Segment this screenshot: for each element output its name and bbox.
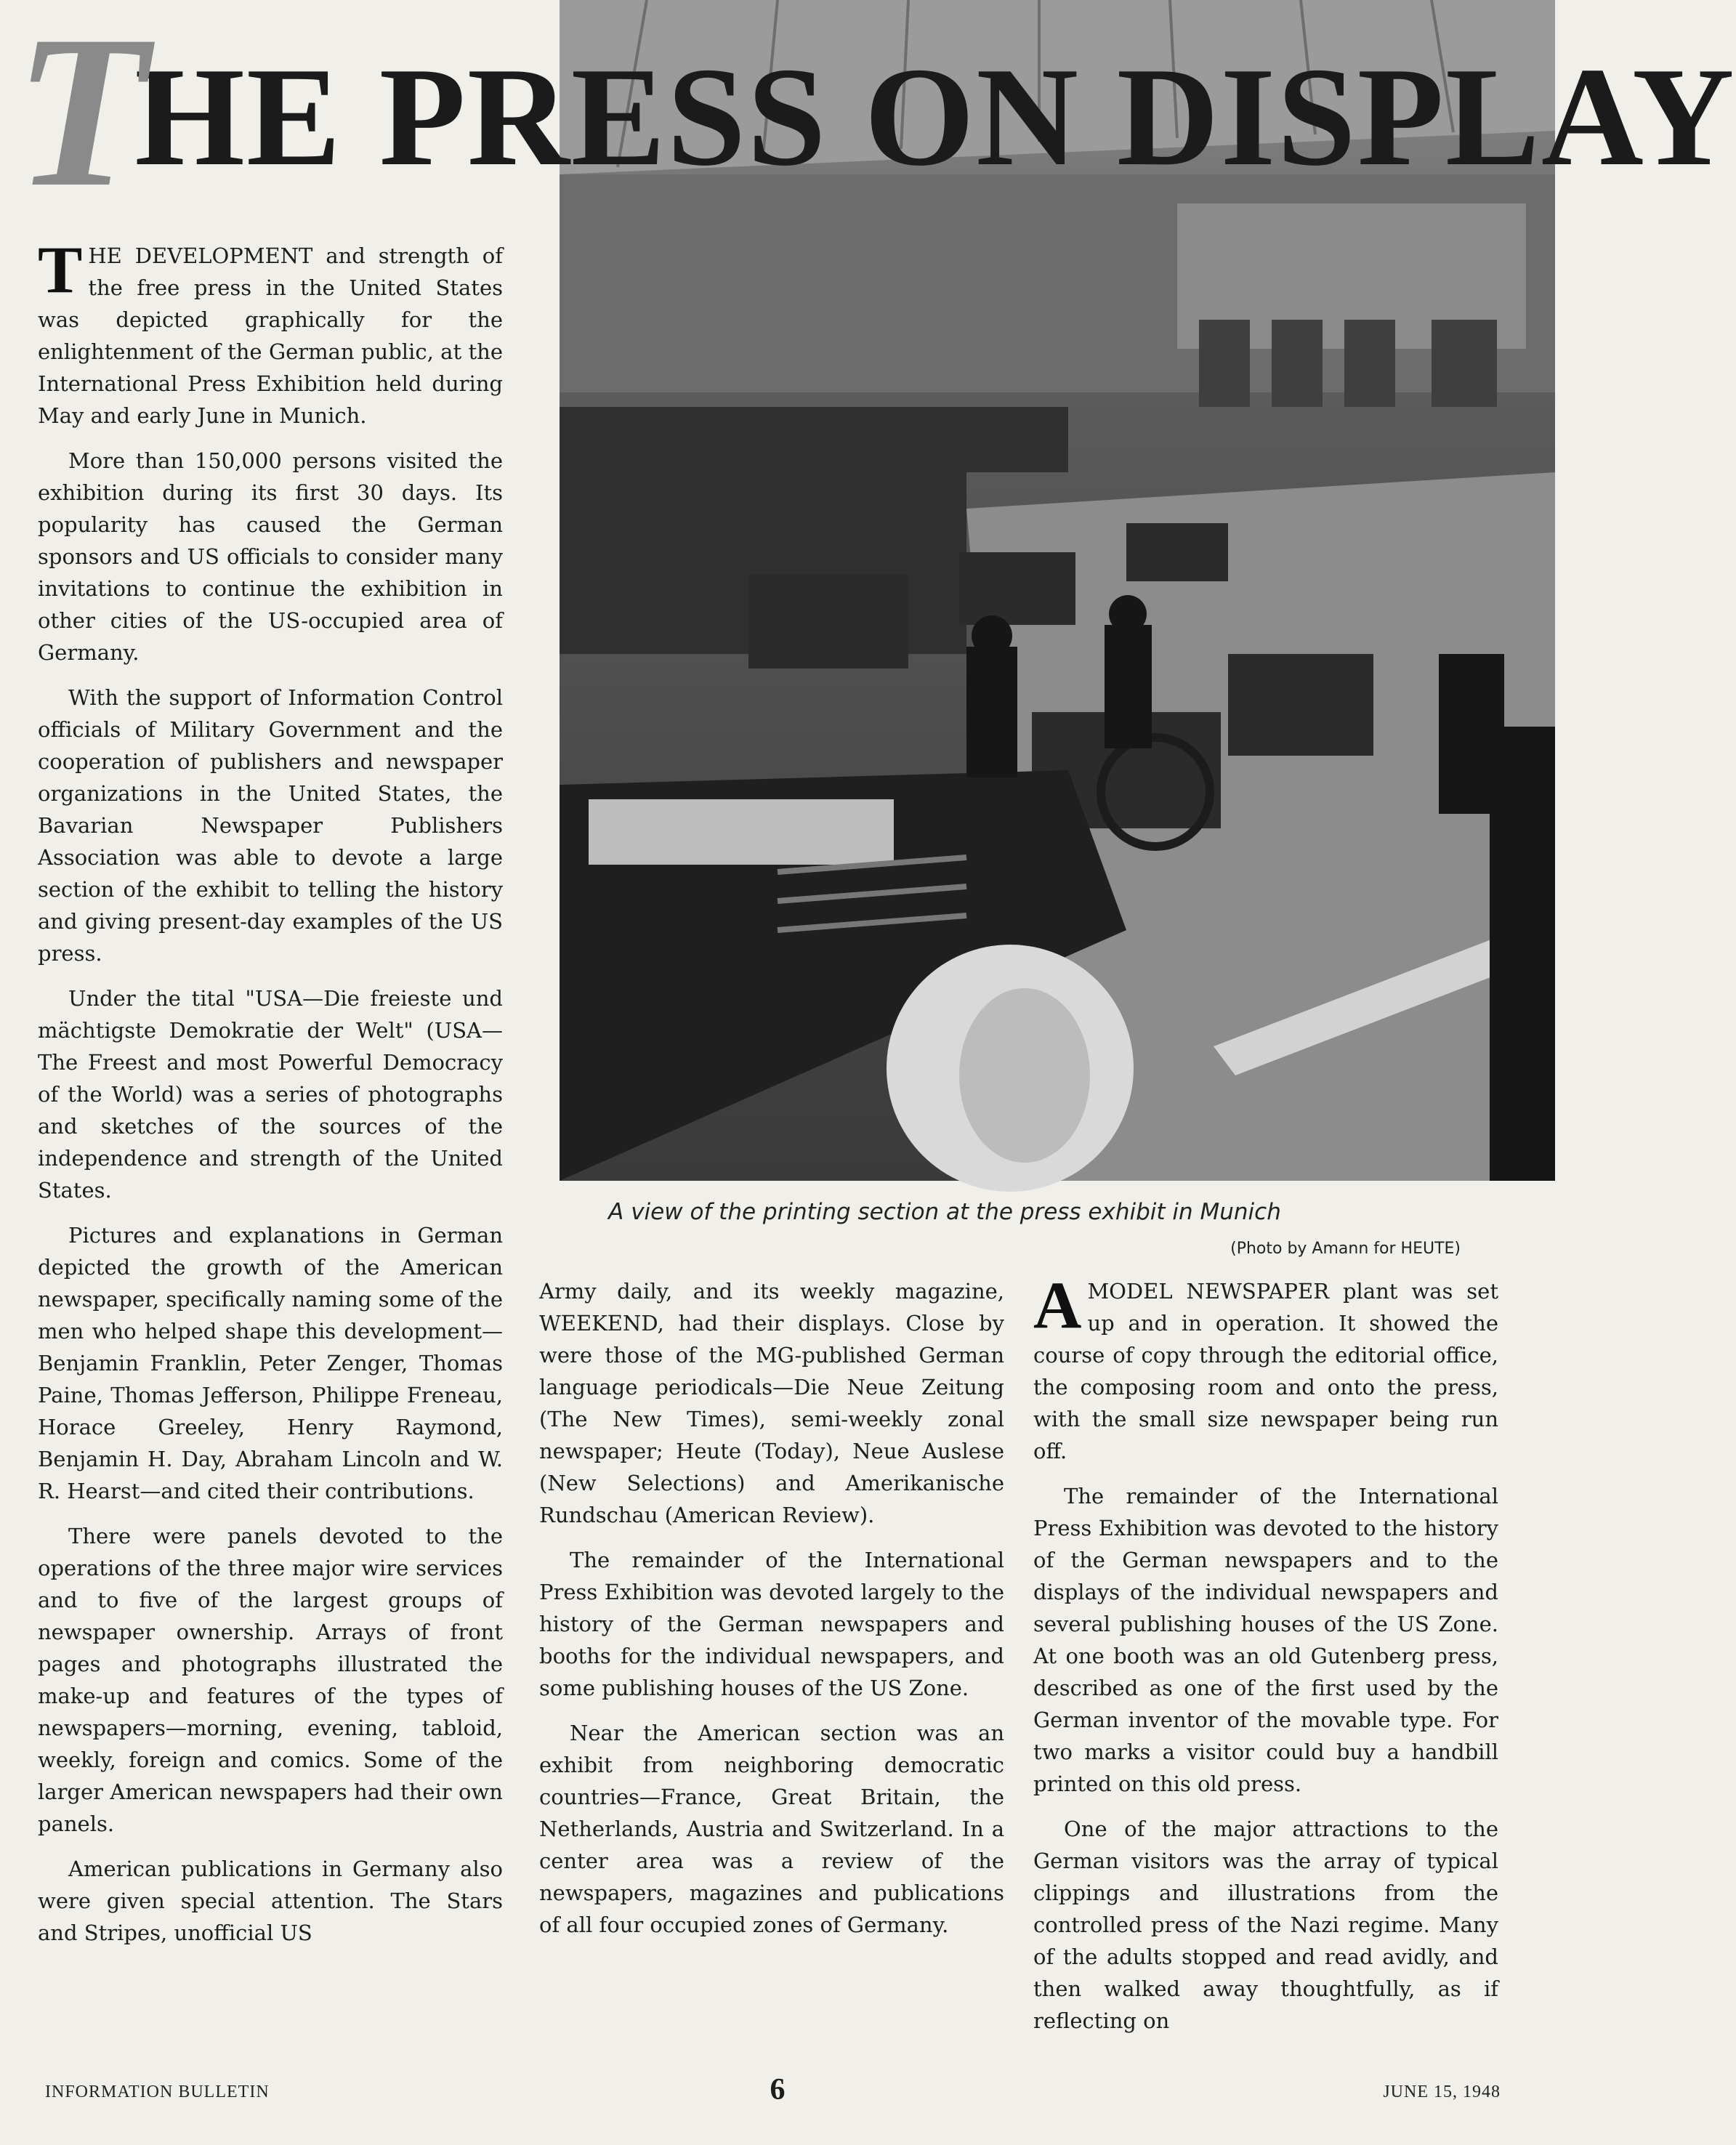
column-1	[38, 233, 503, 1962]
col1-paragraph-1-text: HE DEVELOPMENT and strength of the free press in the United States was depicted graphically for the enlightenment of the German public, at the International Press Exhibition held during May and early June in Munich.	[38, 243, 503, 428]
title-text: HE PRESS ON DISPLAY	[134, 39, 1736, 195]
column-2	[539, 1275, 1004, 1954]
photo-caption: A view of the printing section at the press exhibit in Munich	[608, 1199, 1281, 1225]
column-3	[1033, 1268, 1498, 2050]
page-number: 6	[770, 2073, 786, 2106]
col2-paragraph-3: Near the American section was an exhibit from neighboring democratic countries—France, Great Britain, the Netherlands, Austria and Switzerland. In a center area was a review of the newspapers, magazines and publications of all four occupied zones of Germany.	[539, 1721, 1004, 1937]
title-initial: T	[15, 0, 150, 232]
publication-name: INFORMATION BULLETIN	[45, 2083, 270, 2101]
drop-cap: A	[1033, 1268, 1082, 1342]
col2-paragraph-1: Army daily, and its weekly magazine, WEEKEND, had their displays. Close by were those of the MG-published German language periodicals—Die Neue Zeitung (The New Times), semi-weekly zonal newspaper; Heute (Today), Neue Auslese (New Selections) and Amerikanische Rundschau (American Review).	[539, 1279, 1004, 1527]
photo-credit: (Photo by Amann for HEUTE)	[1230, 1240, 1461, 1258]
col2-paragraph-2: The remainder of the International Press Exhibition was devoted largely to the history of the German newspapers and booths for the individual newspapers, and some publishing houses of the US Zone.	[539, 1548, 1004, 1700]
col1-paragraph-4: Under the tital "USA—Die freieste und mächtigste Demokratie der Welt" (USA—The Freest and most Powerful Democracy of the World) was a series of photographs and sketches of the sources of the independence and strength of the United States.	[38, 986, 503, 1203]
col1-paragraph-5: Pictures and explanations in German depicted the growth of the American newspaper, specifically naming some of the men who helped shape this development—Benjamin Franklin, Peter Zenger, Thomas Paine, Thomas Jefferson, Philippe Freneau, Horace Greeley, Henry Raymond, Benjamin H. Day, Abraham Lincoln and W. R. Hearst—and cited their contributions.	[38, 1223, 503, 1503]
article-title	[15, 0, 1736, 232]
col3-paragraph-3: One of the major attractions to the German visitors was the array of typical clippings and illustrations from the controlled press of the Nazi regime. Many of the adults stopped and read avidly, and then walked away thoughtfully, as if reflecting on	[1033, 1817, 1498, 2033]
col1-paragraph-1	[38, 233, 503, 432]
col3-paragraph-1	[1033, 1268, 1498, 1467]
col3-paragraph-2: The remainder of the International Press Exhibition was devoted to the history of the German newspapers and to the displays of the individual newspapers and several publishing houses of the US Zone. At one booth was an old Gutenberg press, described as one of the first used by the German inventor of the movable type. For two marks a visitor could buy a handbill printed on this old press.	[1033, 1484, 1498, 1796]
drop-cap: T	[38, 233, 83, 307]
issue-date: JUNE 15, 1948	[1383, 2083, 1501, 2101]
col1-paragraph-6: There were panels devoted to the operations of the three major wire services and to five of the largest groups of newspaper ownership. Arrays of front pages and photographs illustrated the make-up and features of the types of newspapers—morning, evening, tabloid, weekly, foreign and comics. Some of the larger American newspapers had their own panels.	[38, 1524, 503, 1836]
col1-paragraph-7: American publications in Germany also were given special attention. The Stars and Stripes, unofficial US	[38, 1857, 503, 1945]
col1-paragraph-3: With the support of Information Control officials of Military Government and the cooperation of publishers and newspaper organizations in the United States, the Bavarian Newspaper Publishers Association was able to devote a large section of the exhibit to telling the history and giving present-day examples of the US press.	[38, 685, 503, 966]
col3-paragraph-1-text: MODEL NEWSPAPER plant was set up and in operation. It showed the course of copy through the editorial office, the composing room and onto the press, with the small size newspaper being run off.	[1033, 1279, 1498, 1463]
col1-paragraph-2: More than 150,000 persons visited the exhibition during its first 30 days. Its popularity has caused the German sponsors and US officials to consider many invitations to continue the exhibition in other cities of the US-occupied area of Germany.	[38, 448, 503, 665]
